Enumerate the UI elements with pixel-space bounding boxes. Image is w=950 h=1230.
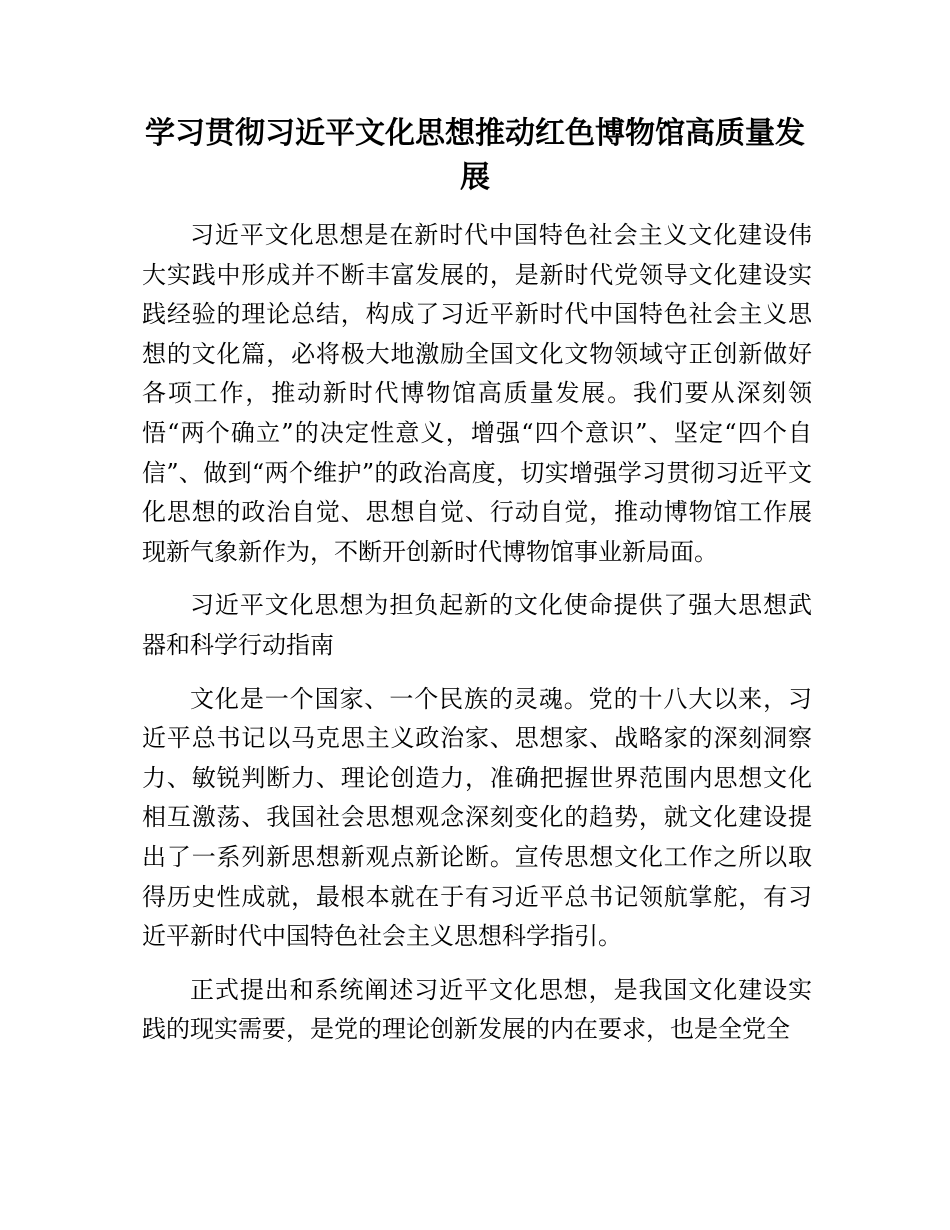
section-heading: 习近平文化思想为担负起新的文化使命提供了强大思想武器和科学行动指南 xyxy=(142,591,812,659)
paragraph-intro: 习近平文化思想是在新时代中国特色社会主义文化建设伟大实践中形成并不断丰富发展的，是新时代党领导文化建设实践经验的理论总结，构成了习近平新时代中国特色社会主义思想的文化篇，必将极大地激励全国文化文物领域守正创新做好各项工作，推动新时代博物馆高质量发展。我们要从深刻领悟“两个确立”的决定性意义，增强“四个意识”、坚定“四个自信”、做到“两个维护”的政治高度，切实增强学习贯彻习近平文化思想的政治自觉、思想自觉、行动自觉，推动博物馆工作展现新气象新作为，不断开创新时代博物馆事业新局面。 xyxy=(142,221,812,566)
document-body xyxy=(142,216,812,1064)
paragraph-culture: 文化是一个国家、一个民族的灵魂。党的十八大以来，习近平总书记以马克思主义政治家、思想家、战略家的深刻洞察力、敏锐判断力、理论创造力，准确把握世界范围内思想文化相互激荡、我国社会思想观念深刻变化的趋势，就文化建设提出了一系列新思想新观点新论断。宣传思想文化工作之所以取得历史性成就，最根本就在于有习近平总书记领航掌舵，有习近平新时代中国特色社会主义思想科学指引。 xyxy=(142,684,812,951)
paragraph-formal-proposal: 正式提出和系统阐述习近平文化思想，是我国文化建设实践的现实需要，是党的理论创新发展的内在要求，也是全党全 xyxy=(142,975,812,1044)
document-title: 学习贯彻习近平文化思想推动红色博物馆高质量发展 xyxy=(145,116,805,195)
